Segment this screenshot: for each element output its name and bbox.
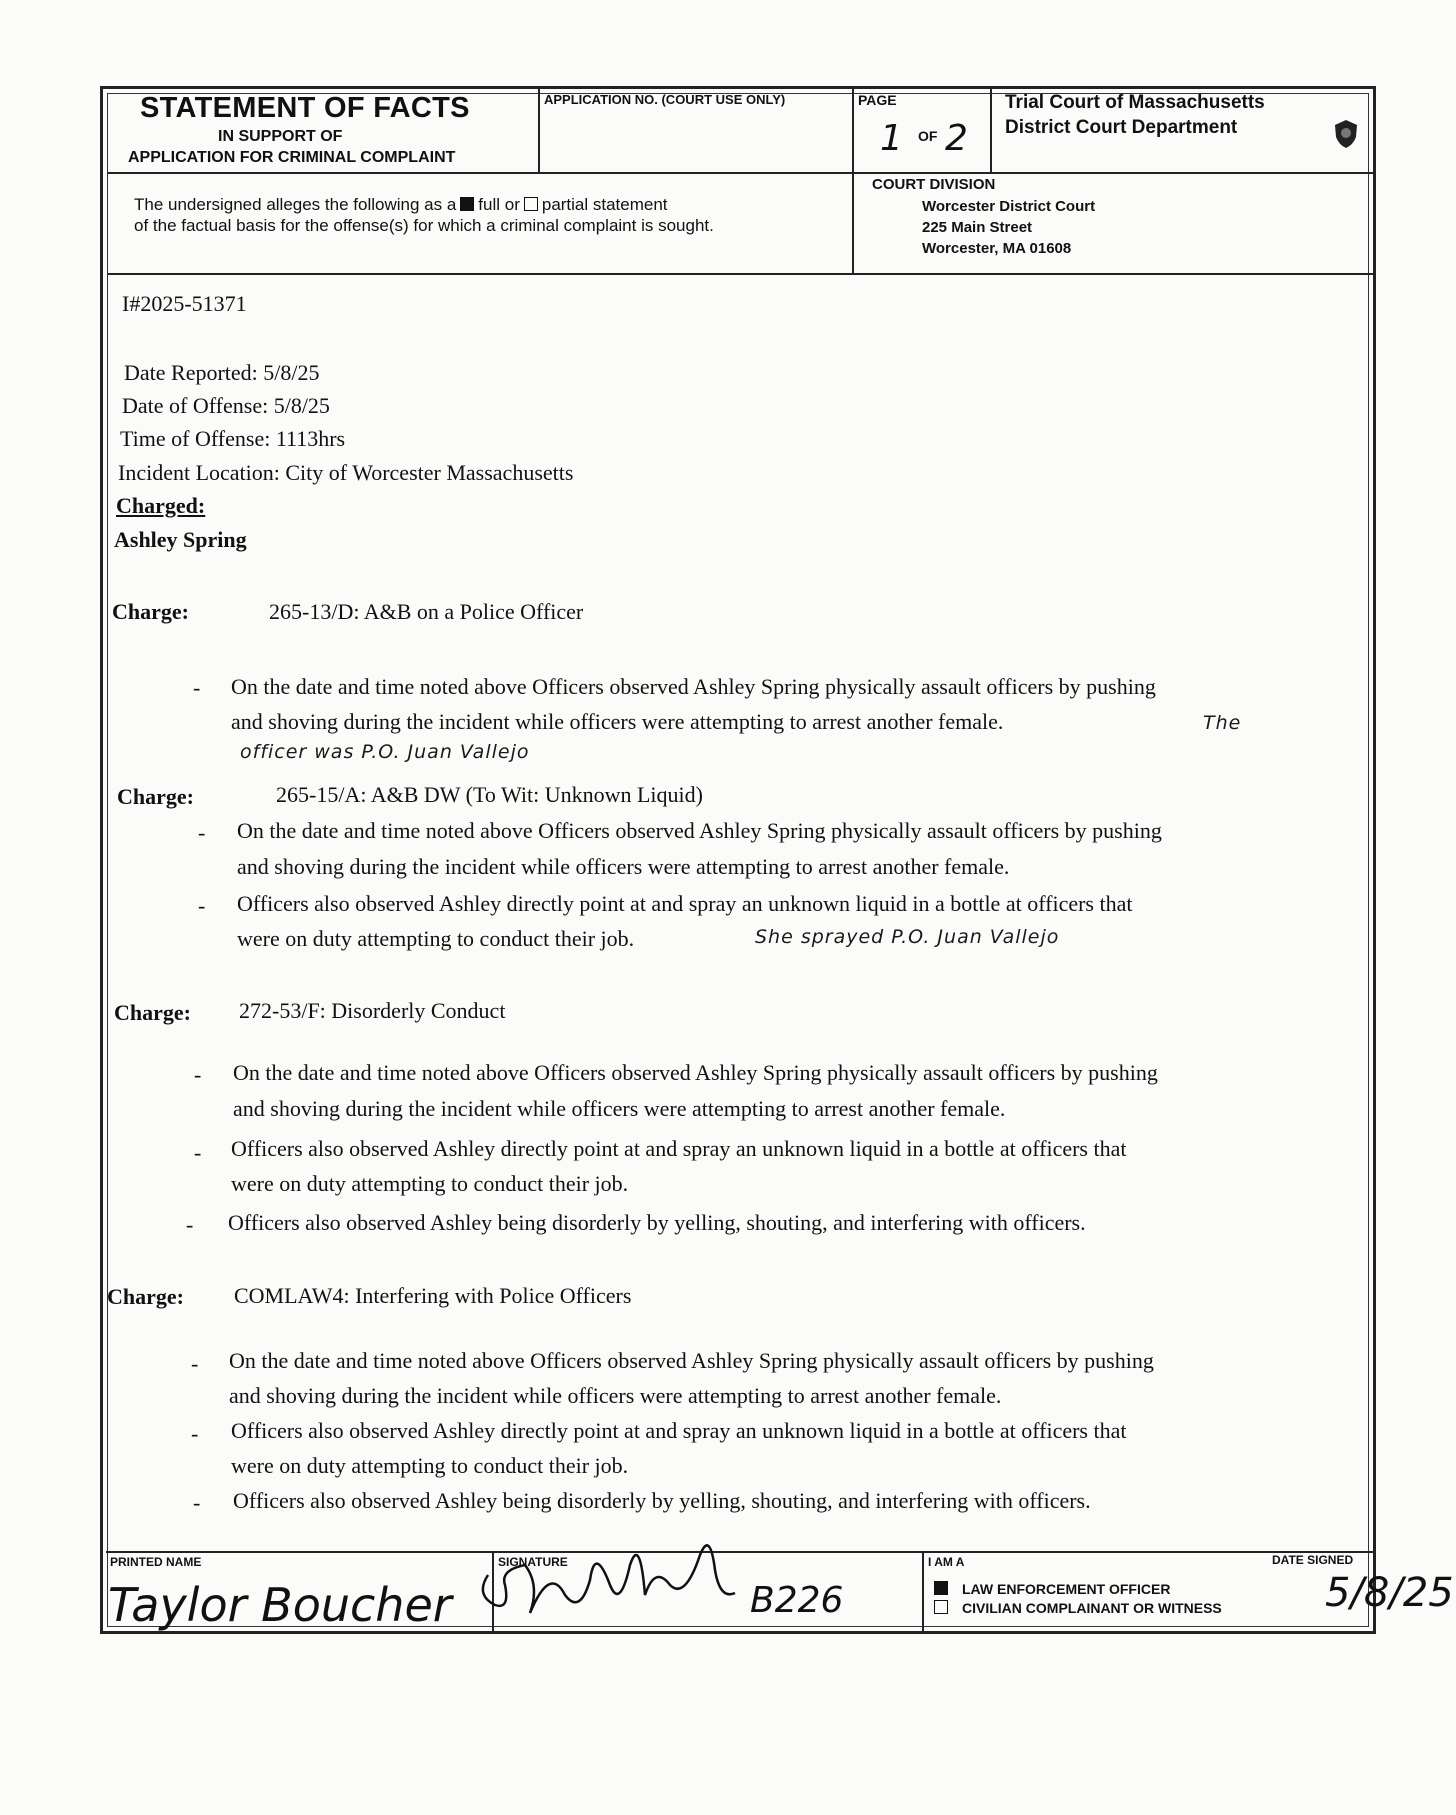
- application-number-label: APPLICATION NO. (COURT USE ONLY): [544, 92, 786, 107]
- bullet-marker: -: [194, 1062, 202, 1087]
- footer-divider: [922, 1551, 924, 1631]
- header-divider: [852, 88, 854, 274]
- charge-bullet: On the date and time noted above Officers observed Ashley Spring physically assault officers by pushing: [233, 1060, 1158, 1085]
- charge-code: 265-13/D: A&B on a Police Officer: [269, 599, 584, 624]
- bullet-marker: -: [194, 1140, 202, 1165]
- charge-code: COMLAW4: Interfering with Police Officers: [234, 1283, 632, 1308]
- charge-code: 272-53/F: Disorderly Conduct: [239, 998, 506, 1023]
- court-division-label: COURT DIVISION: [872, 176, 996, 193]
- signature-scribble: [470, 1525, 740, 1620]
- charge-bullet: were on duty attempting to conduct their job.: [231, 1171, 629, 1196]
- court-division-street: 225 Main Street: [922, 219, 1033, 236]
- bullet-marker: -: [186, 1212, 194, 1237]
- time-offense: Time of Offense: 1113hrs: [120, 426, 346, 451]
- header-divider: [108, 273, 1376, 275]
- charge-bullet: Officers also observed Ashley being disorderly by yelling, shouting, and interfering with officers.: [233, 1488, 1091, 1513]
- iam-label: I AM A: [928, 1555, 965, 1569]
- charge-label: Charge:: [117, 784, 194, 809]
- law-enforcement-checkbox[interactable]: [934, 1581, 948, 1595]
- partial-statement-checkbox[interactable]: [524, 197, 538, 211]
- incident-number: I#2025-51371: [122, 291, 247, 316]
- charged-name: Ashley Spring: [114, 527, 247, 552]
- page-current: 1: [880, 118, 903, 159]
- handwritten-note: The: [1203, 712, 1242, 734]
- bullet-marker: -: [193, 1490, 201, 1515]
- incident-location: Incident Location: City of Worcester Massachusetts: [118, 460, 574, 485]
- state-seal-icon: [1333, 119, 1359, 149]
- charge-bullet: Officers also observed Ashley directly point at and spray an unknown liquid in a bottle at officers that: [231, 1136, 1127, 1161]
- charge-bullet: and shoving during the incident while officers were attempting to arrest another female.: [229, 1383, 1002, 1408]
- charge-code: 265-15/A: A&B DW (To Wit: Unknown Liquid): [276, 782, 703, 807]
- civilian-checkbox[interactable]: [934, 1600, 948, 1614]
- header-divider: [108, 172, 1376, 174]
- charged-label: Charged:: [116, 493, 206, 518]
- allegation-line: The undersigned alleges the following as a full or partial statement: [134, 195, 668, 214]
- allegation-line: of the factual basis for the offense(s) for which a criminal complaint is sought.: [134, 216, 714, 235]
- court-name: Trial Court of Massachusetts: [1005, 92, 1265, 113]
- page-of-label: OF: [918, 128, 938, 144]
- charge-bullet: On the date and time noted above Officers observed Ashley Spring physically assault officers by pushing: [231, 674, 1156, 699]
- charge-bullet: and shoving during the incident while officers were attempting to arrest another female.: [231, 709, 1004, 734]
- charge-bullet: Officers also observed Ashley directly point at and spray an unknown liquid in a bottle at officers that: [237, 891, 1133, 916]
- page-label: PAGE: [858, 92, 897, 108]
- court-division-city: Worcester, MA 01608: [922, 240, 1072, 257]
- charge-bullet: were on duty attempting to conduct their job.: [231, 1453, 629, 1478]
- date-reported: Date Reported: 5/8/25: [124, 360, 320, 385]
- header-divider: [990, 88, 992, 172]
- charge-label: Charge:: [112, 599, 189, 624]
- badge-number: B226: [750, 1580, 844, 1621]
- civilian-option: CIVILIAN COMPLAINANT OR WITNESS: [930, 1600, 1222, 1616]
- date-signed-label: DATE SIGNED: [1272, 1553, 1354, 1567]
- charge-bullet: were on duty attempting to conduct their job.: [237, 926, 635, 951]
- court-department: District Court Department: [1005, 117, 1238, 138]
- form-title: STATEMENT OF FACTS: [140, 92, 470, 124]
- bullet-marker: -: [191, 1351, 199, 1376]
- footer-divider: [106, 1551, 1374, 1553]
- charge-bullet: Officers also observed Ashley being disorderly by yelling, shouting, and interfering with officers.: [228, 1210, 1086, 1235]
- form-subtitle: IN SUPPORT OF: [218, 128, 343, 145]
- handwritten-note: She sprayed P.O. Juan Vallejo: [755, 926, 1060, 948]
- bullet-marker: -: [191, 1421, 199, 1446]
- charge-bullet: On the date and time noted above Officers observed Ashley Spring physically assault officers by pushing: [237, 818, 1162, 843]
- form-subtitle: APPLICATION FOR CRIMINAL COMPLAINT: [128, 149, 456, 166]
- date-signed-value: 5/8/25: [1325, 1570, 1454, 1616]
- printed-name-label: PRINTED NAME: [110, 1555, 202, 1569]
- full-statement-checkbox[interactable]: [460, 197, 474, 211]
- signature-label: SIGNATURE: [498, 1555, 568, 1569]
- bullet-marker: -: [193, 675, 201, 700]
- printed-name-value: Taylor Boucher: [108, 1578, 452, 1632]
- charge-bullet: and shoving during the incident while officers were attempting to arrest another female.: [233, 1096, 1006, 1121]
- header-divider: [538, 88, 540, 172]
- charge-bullet: On the date and time noted above Officers observed Ashley Spring physically assault officers by pushing: [229, 1348, 1154, 1373]
- bullet-marker: -: [198, 820, 206, 845]
- page-total: 2: [945, 118, 968, 159]
- charge-label: Charge:: [114, 1000, 191, 1025]
- date-offense: Date of Offense: 5/8/25: [122, 393, 330, 418]
- law-enforcement-option: LAW ENFORCEMENT OFFICER: [930, 1581, 1170, 1597]
- bullet-marker: -: [198, 893, 206, 918]
- court-division-name: Worcester District Court: [922, 198, 1096, 215]
- charge-bullet: Officers also observed Ashley directly point at and spray an unknown liquid in a bottle at officers that: [231, 1418, 1127, 1443]
- handwritten-note: officer was P.O. Juan Vallejo: [240, 741, 530, 763]
- charge-label: Charge:: [107, 1284, 184, 1309]
- charge-bullet: and shoving during the incident while officers were attempting to arrest another female.: [237, 854, 1010, 879]
